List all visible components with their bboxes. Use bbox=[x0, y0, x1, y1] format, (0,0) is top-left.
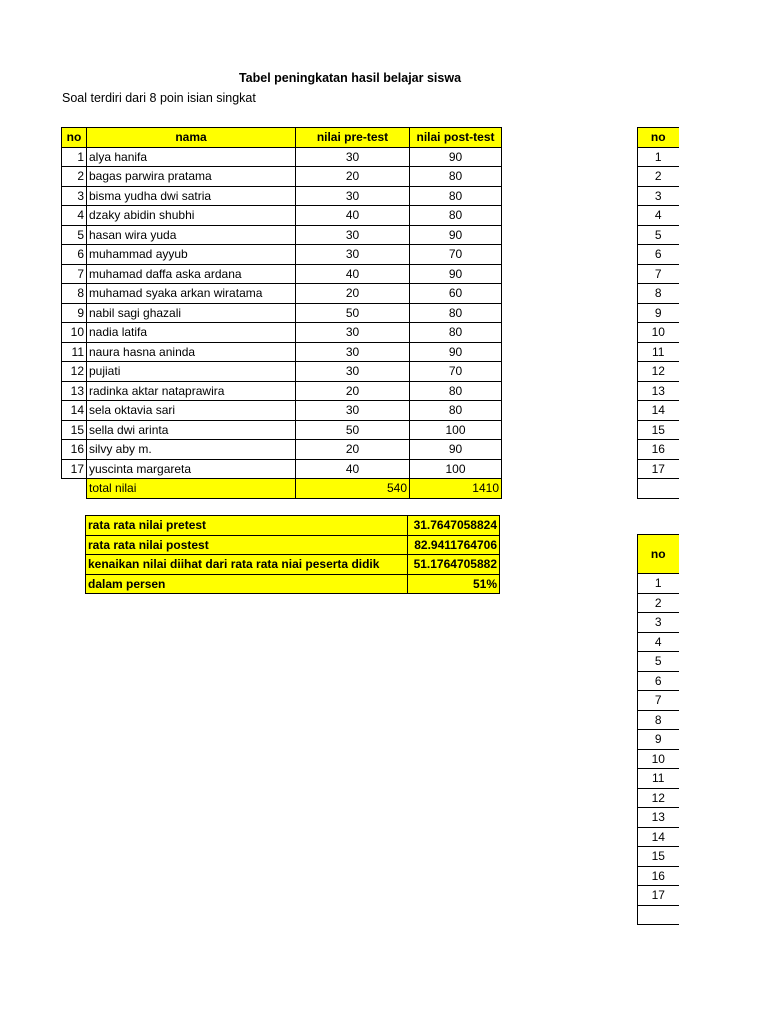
side-row bbox=[638, 671, 679, 691]
row-nama: muhamad syaka arkan wiratama bbox=[87, 284, 296, 304]
row-pretest: 30 bbox=[296, 245, 410, 265]
summary-row bbox=[86, 555, 500, 575]
side-row-no: 16 bbox=[638, 440, 679, 460]
side-row bbox=[638, 167, 679, 187]
row-pretest: 30 bbox=[296, 225, 410, 245]
side-row-no: 16 bbox=[638, 866, 679, 886]
side-row-no: 1 bbox=[638, 147, 679, 167]
row-no: 2 bbox=[62, 167, 87, 187]
side-row-no: 4 bbox=[638, 632, 679, 652]
summary-label: kenaikan nilai diihat dari rata rata niai peserta didik bbox=[86, 555, 408, 575]
col-header-no: no bbox=[62, 128, 87, 148]
side-row-no: 5 bbox=[638, 225, 679, 245]
side-row-no: 7 bbox=[638, 264, 679, 284]
row-nama: muhamad daffa aska ardana bbox=[87, 264, 296, 284]
table-row bbox=[62, 362, 502, 382]
row-posttest: 80 bbox=[410, 206, 502, 226]
col-header-nama: nama bbox=[87, 128, 296, 148]
row-pretest: 40 bbox=[296, 264, 410, 284]
side-row bbox=[638, 264, 679, 284]
side-row-no: 7 bbox=[638, 691, 679, 711]
row-nama: nabil sagi ghazali bbox=[87, 303, 296, 323]
side-number-table-1 bbox=[637, 127, 679, 499]
row-posttest: 80 bbox=[410, 167, 502, 187]
row-nama: muhammad ayyub bbox=[87, 245, 296, 265]
side-row-no: 4 bbox=[638, 206, 679, 226]
side-row bbox=[638, 147, 679, 167]
summary-label: rata rata nilai pretest bbox=[86, 516, 408, 536]
side-row bbox=[638, 808, 679, 828]
table-row bbox=[62, 381, 502, 401]
row-pretest: 20 bbox=[296, 440, 410, 460]
row-pretest: 30 bbox=[296, 147, 410, 167]
side-row-no: 6 bbox=[638, 671, 679, 691]
table-row bbox=[62, 420, 502, 440]
summary-value: 82.9411764706 bbox=[408, 535, 500, 555]
row-no: 8 bbox=[62, 284, 87, 304]
table-row bbox=[62, 186, 502, 206]
side-row bbox=[638, 206, 679, 226]
table-row bbox=[62, 323, 502, 343]
table-row bbox=[62, 147, 502, 167]
side-row bbox=[638, 401, 679, 421]
summary-label: rata rata nilai postest bbox=[86, 535, 408, 555]
row-nama: sela oktavia sari bbox=[87, 401, 296, 421]
side-row bbox=[638, 459, 679, 479]
side-row-no: 8 bbox=[638, 284, 679, 304]
side-row-no: 10 bbox=[638, 323, 679, 343]
side-table-2-header: no bbox=[638, 535, 679, 574]
side-row bbox=[638, 847, 679, 867]
row-posttest: 90 bbox=[410, 147, 502, 167]
side-row bbox=[638, 420, 679, 440]
row-no: 3 bbox=[62, 186, 87, 206]
side-row bbox=[638, 652, 679, 672]
row-pretest: 50 bbox=[296, 420, 410, 440]
row-pretest: 20 bbox=[296, 381, 410, 401]
side-row-no: 1 bbox=[638, 574, 679, 594]
side-row bbox=[638, 440, 679, 460]
side-row bbox=[638, 284, 679, 304]
side-row bbox=[638, 632, 679, 652]
table-row bbox=[62, 225, 502, 245]
summary-label: dalam persen bbox=[86, 574, 408, 594]
row-nama: silvy aby m. bbox=[87, 440, 296, 460]
row-pretest: 40 bbox=[296, 459, 410, 479]
side-row bbox=[638, 245, 679, 265]
row-nama: pujiati bbox=[87, 362, 296, 382]
total-row bbox=[62, 479, 502, 499]
row-no: 6 bbox=[62, 245, 87, 265]
table-row bbox=[62, 245, 502, 265]
row-no: 1 bbox=[62, 147, 87, 167]
side-row bbox=[638, 593, 679, 613]
row-pretest: 20 bbox=[296, 167, 410, 187]
row-nama: alya hanifa bbox=[87, 147, 296, 167]
row-pretest: 30 bbox=[296, 362, 410, 382]
total-label: total nilai bbox=[87, 479, 296, 499]
side-empty-cell bbox=[638, 479, 679, 499]
side-row-no: 8 bbox=[638, 710, 679, 730]
page-subtitle: Soal terdiri dari 8 poin isian singkat bbox=[62, 91, 256, 105]
side-row-no: 17 bbox=[638, 886, 679, 906]
total-spacer bbox=[62, 479, 87, 499]
row-no: 12 bbox=[62, 362, 87, 382]
row-nama: naura hasna aninda bbox=[87, 342, 296, 362]
row-posttest: 80 bbox=[410, 401, 502, 421]
row-nama: bisma yudha dwi satria bbox=[87, 186, 296, 206]
side-row bbox=[638, 381, 679, 401]
side-empty-row bbox=[638, 905, 679, 925]
row-posttest: 80 bbox=[410, 381, 502, 401]
row-posttest: 70 bbox=[410, 245, 502, 265]
row-no: 5 bbox=[62, 225, 87, 245]
row-no: 13 bbox=[62, 381, 87, 401]
row-nama: dzaky abidin shubhi bbox=[87, 206, 296, 226]
table-row bbox=[62, 284, 502, 304]
side-row-no: 14 bbox=[638, 401, 679, 421]
summary-value: 51% bbox=[408, 574, 500, 594]
row-no: 7 bbox=[62, 264, 87, 284]
side-row-no: 15 bbox=[638, 420, 679, 440]
side-row-no: 3 bbox=[638, 186, 679, 206]
row-no: 15 bbox=[62, 420, 87, 440]
row-nama: nadia latifa bbox=[87, 323, 296, 343]
side-row bbox=[638, 691, 679, 711]
col-header-posttest: nilai post-test bbox=[410, 128, 502, 148]
row-posttest: 70 bbox=[410, 362, 502, 382]
total-pretest: 540 bbox=[296, 479, 410, 499]
side-row bbox=[638, 362, 679, 382]
side-row bbox=[638, 225, 679, 245]
side-row bbox=[638, 342, 679, 362]
side-row-no: 9 bbox=[638, 303, 679, 323]
side-row-no: 13 bbox=[638, 808, 679, 828]
page-title: Tabel peningkatan hasil belajar siswa bbox=[238, 71, 462, 85]
side-row-no: 2 bbox=[638, 167, 679, 187]
side-row-no: 5 bbox=[638, 652, 679, 672]
row-posttest: 60 bbox=[410, 284, 502, 304]
side-row-no: 2 bbox=[638, 593, 679, 613]
row-posttest: 100 bbox=[410, 459, 502, 479]
summary-row bbox=[86, 574, 500, 594]
row-posttest: 90 bbox=[410, 225, 502, 245]
side-row bbox=[638, 886, 679, 906]
row-posttest: 80 bbox=[410, 323, 502, 343]
row-nama: sella dwi arinta bbox=[87, 420, 296, 440]
side-row bbox=[638, 866, 679, 886]
total-posttest: 1410 bbox=[410, 479, 502, 499]
row-pretest: 40 bbox=[296, 206, 410, 226]
row-pretest: 30 bbox=[296, 342, 410, 362]
row-pretest: 30 bbox=[296, 401, 410, 421]
summary-value: 51.1764705882 bbox=[408, 555, 500, 575]
side-row-no: 14 bbox=[638, 827, 679, 847]
side-row bbox=[638, 710, 679, 730]
row-pretest: 50 bbox=[296, 303, 410, 323]
row-posttest: 90 bbox=[410, 440, 502, 460]
side-row bbox=[638, 303, 679, 323]
summary-table bbox=[85, 515, 500, 594]
side-number-table-2 bbox=[637, 534, 679, 925]
side-row-no: 11 bbox=[638, 769, 679, 789]
side-row bbox=[638, 323, 679, 343]
side-table-1-header: no bbox=[638, 128, 679, 148]
row-posttest: 90 bbox=[410, 342, 502, 362]
table-row bbox=[62, 401, 502, 421]
table-row bbox=[62, 440, 502, 460]
table-row bbox=[62, 206, 502, 226]
summary-row bbox=[86, 535, 500, 555]
side-row bbox=[638, 186, 679, 206]
row-no: 9 bbox=[62, 303, 87, 323]
row-pretest: 30 bbox=[296, 186, 410, 206]
row-nama: hasan wira yuda bbox=[87, 225, 296, 245]
side-row bbox=[638, 788, 679, 808]
side-row-no: 15 bbox=[638, 847, 679, 867]
side-row-no: 13 bbox=[638, 381, 679, 401]
row-pretest: 30 bbox=[296, 323, 410, 343]
row-posttest: 100 bbox=[410, 420, 502, 440]
row-nama: yuscinta margareta bbox=[87, 459, 296, 479]
side-row-no: 3 bbox=[638, 613, 679, 633]
table-row bbox=[62, 167, 502, 187]
side-row bbox=[638, 613, 679, 633]
row-no: 14 bbox=[62, 401, 87, 421]
summary-value: 31.7647058824 bbox=[408, 516, 500, 536]
side-row-no: 17 bbox=[638, 459, 679, 479]
table-row bbox=[62, 264, 502, 284]
side-row bbox=[638, 574, 679, 594]
side-empty-row bbox=[638, 479, 679, 499]
row-no: 17 bbox=[62, 459, 87, 479]
table-row bbox=[62, 342, 502, 362]
side-row-no: 9 bbox=[638, 730, 679, 750]
row-no: 4 bbox=[62, 206, 87, 226]
row-posttest: 80 bbox=[410, 186, 502, 206]
side-empty-cell bbox=[638, 905, 679, 925]
side-row bbox=[638, 730, 679, 750]
col-header-pretest: nilai pre-test bbox=[296, 128, 410, 148]
side-row bbox=[638, 827, 679, 847]
row-nama: radinka aktar nataprawira bbox=[87, 381, 296, 401]
table-header-row bbox=[62, 128, 502, 148]
row-no: 11 bbox=[62, 342, 87, 362]
row-posttest: 80 bbox=[410, 303, 502, 323]
row-no: 10 bbox=[62, 323, 87, 343]
side-row-no: 12 bbox=[638, 362, 679, 382]
row-posttest: 90 bbox=[410, 264, 502, 284]
table-row bbox=[62, 303, 502, 323]
row-nama: bagas parwira pratama bbox=[87, 167, 296, 187]
side-row-no: 11 bbox=[638, 342, 679, 362]
main-score-table bbox=[61, 127, 502, 499]
row-pretest: 20 bbox=[296, 284, 410, 304]
side-row-no: 6 bbox=[638, 245, 679, 265]
side-row bbox=[638, 769, 679, 789]
side-row-no: 10 bbox=[638, 749, 679, 769]
side-row-no: 12 bbox=[638, 788, 679, 808]
table-row bbox=[62, 459, 502, 479]
row-no: 16 bbox=[62, 440, 87, 460]
side-row bbox=[638, 749, 679, 769]
summary-row bbox=[86, 516, 500, 536]
